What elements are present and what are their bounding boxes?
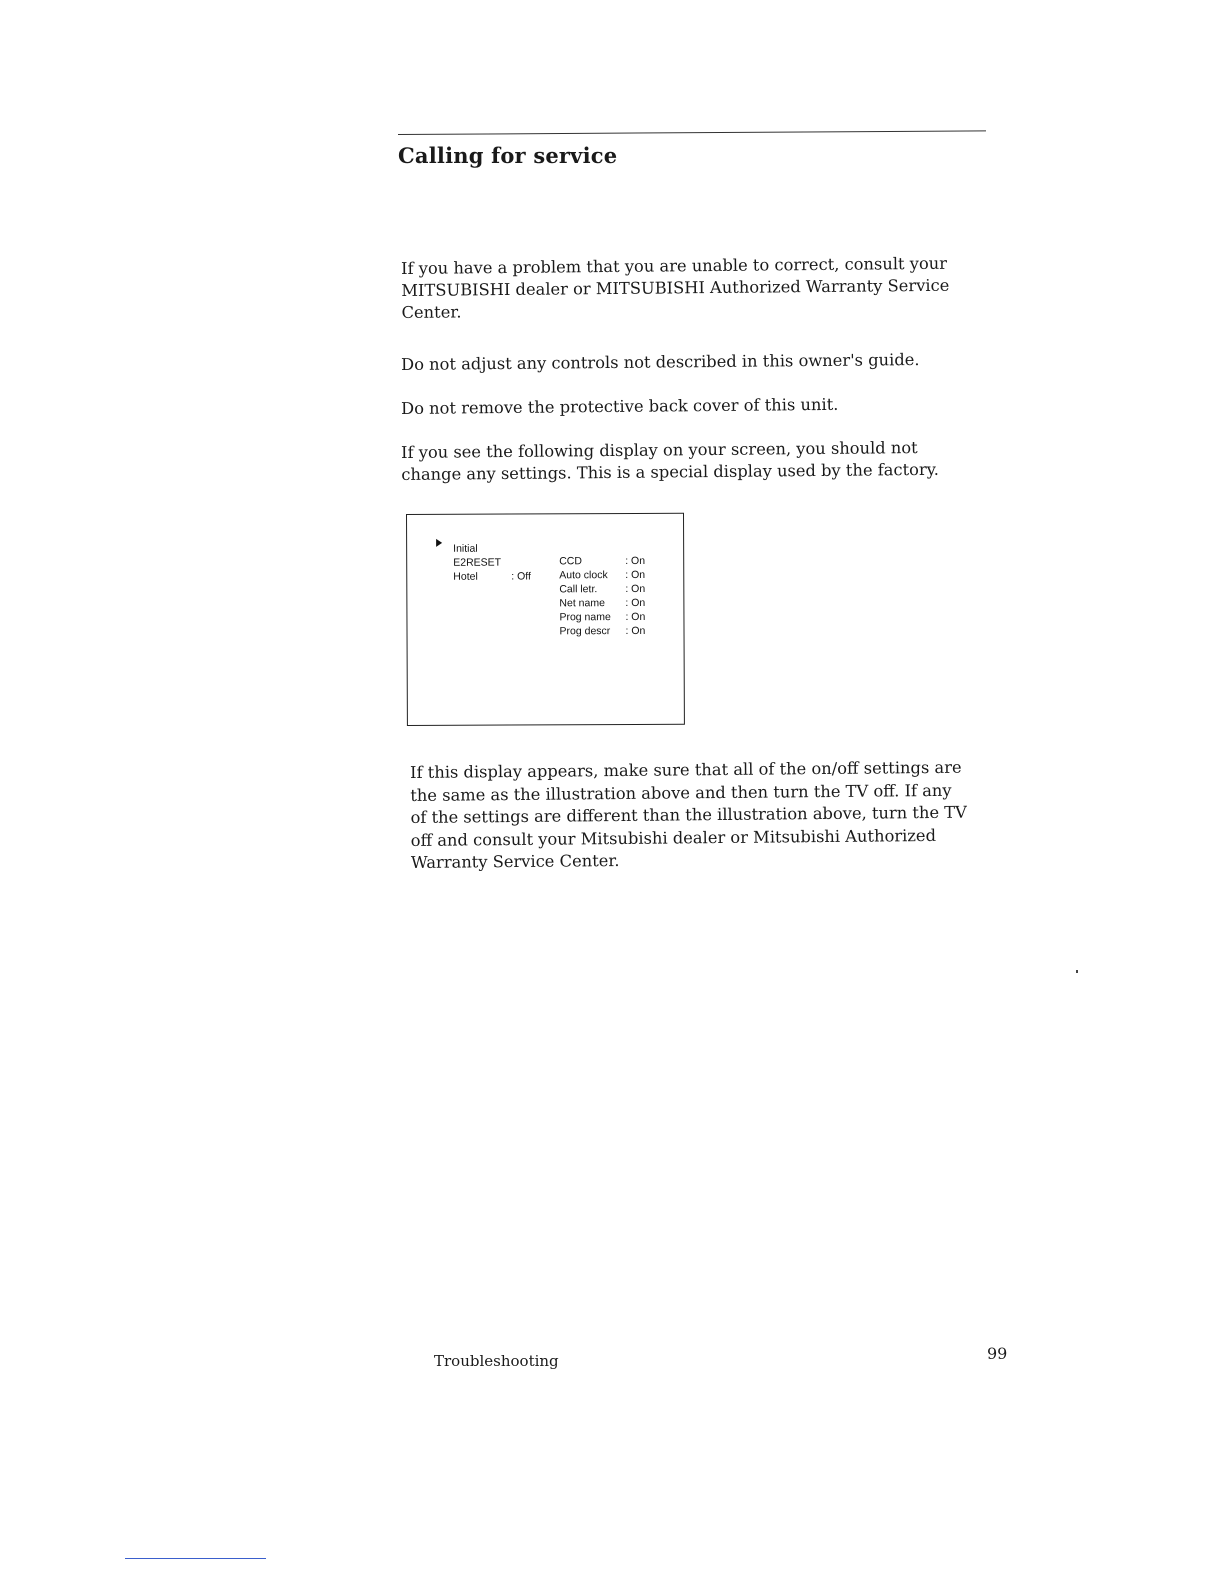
display-item-label: Auto clock (559, 569, 608, 582)
text-line: If you see the following display on your screen, you should not (401, 438, 918, 462)
bottom-rule (125, 1558, 266, 1559)
page-title: Calling for service (398, 143, 618, 168)
display-item-label: Initial (453, 542, 478, 555)
display-left-column (453, 541, 543, 583)
text-line: If this display appears, make sure that all of the on/off settings are (410, 757, 962, 782)
display-item (559, 582, 659, 596)
display-item (559, 596, 659, 610)
display-item (453, 541, 543, 555)
display-item-label: Net name (559, 597, 605, 610)
display-item (559, 610, 659, 624)
display-item (559, 554, 659, 568)
display-item-value: : On (625, 596, 646, 610)
display-item-value: : Off (511, 570, 531, 583)
text-line: of the settings are different than the illustration above, turn the TV (410, 802, 967, 827)
display-item-label: Prog descr (559, 625, 611, 638)
page-number: 99 (987, 1344, 1008, 1363)
paragraph-do-not-remove (401, 394, 838, 420)
display-item-value: : On (625, 568, 646, 582)
factory-display-illustration (406, 513, 685, 726)
display-item-value: : On (625, 610, 646, 624)
display-item-label: Prog name (559, 611, 611, 624)
text-line: If you have a problem that you are unable to correct, consult your (401, 253, 948, 278)
footer-section-name: Troubleshooting (434, 1352, 559, 1370)
display-item-value: : On (625, 554, 646, 568)
text-line: change any settings. This is a special display used by the factory. (401, 459, 940, 484)
text-line: the same as the illustration above and then turn the TV off. If any (410, 780, 952, 805)
paragraph-consult-dealer (401, 253, 950, 324)
display-item-label: CCD (559, 555, 582, 568)
scan-speck (1076, 970, 1078, 973)
top-rule (398, 130, 986, 135)
display-item-value: : On (625, 582, 646, 596)
text-line: Do not adjust any controls not described in this owner's guide. (401, 350, 920, 374)
pointer-arrow-icon (436, 539, 442, 547)
text-line: MITSUBISHI dealer or MITSUBISHI Authorized Warranty Service (401, 275, 950, 300)
paragraph-do-not-adjust (401, 349, 920, 376)
paragraph-if-display-appears (410, 757, 967, 875)
text-line: Warranty Service Center. (410, 850, 620, 872)
text-line: off and consult your Mitsubishi dealer or Mitsubishi Authorized (410, 825, 937, 850)
display-item-value: : On (625, 624, 646, 638)
text-line: Do not remove the protective back cover of this unit. (401, 394, 839, 418)
display-item (559, 568, 659, 582)
text-line: Center. (401, 302, 462, 322)
paragraph-factory-display-intro (401, 437, 939, 486)
display-item-label: E2RESET (453, 556, 502, 569)
display-item-label: Hotel (453, 570, 478, 583)
display-item (453, 555, 543, 569)
display-item (559, 624, 659, 638)
display-item-label: Call letr. (559, 583, 598, 596)
display-item (453, 569, 543, 583)
display-right-column (559, 554, 659, 638)
